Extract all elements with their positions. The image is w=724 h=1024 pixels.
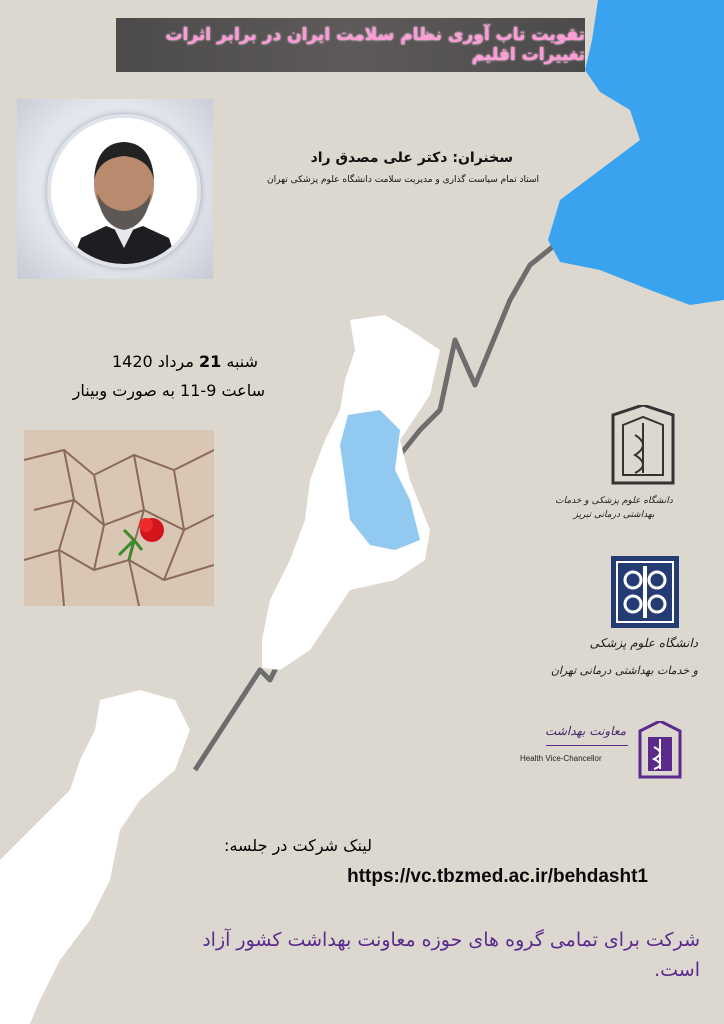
date-day-suffix: مرداد 1420 — [112, 352, 194, 371]
speaker-name: سخنران: دکتر علی مصدق راد — [310, 150, 513, 166]
tehran-logo-line2: و خدمات بهداشتی درمانی تهران — [550, 664, 698, 677]
event-date — [112, 352, 258, 371]
health-logo-divider — [546, 745, 628, 746]
participation-note: شرکت برای تمامی گروه های حوزه معاونت بهداشت کشور آزاد است. — [202, 929, 700, 981]
tabriz-logo-icon — [608, 405, 678, 485]
speaker-portrait-icon — [51, 118, 197, 264]
link-label: لینک شرکت در جلسه: — [224, 836, 372, 855]
speaker-position: استاد تمام سیاست گذاری و مدیریت سلامت دانشگاه علوم پزشکی تهران — [267, 175, 539, 185]
tehran-logo-icon — [611, 556, 679, 628]
event-time: ساعت 9-11 به صورت وبینار — [72, 381, 265, 400]
health-logo-icon — [637, 721, 683, 779]
tehran-logo-line1: دانشگاه علوم پزشکی — [589, 636, 698, 650]
lake-white-bottom — [0, 690, 190, 1024]
health-vice-chancellor-logo — [637, 721, 683, 783]
date-day-prefix: شنبه — [226, 352, 258, 371]
health-logo-fa: معاونت بهداشت — [545, 724, 626, 738]
event-title: تقویت تاب آوری نظام سلامت ایران در برابر اثرات تغییرات اقلیم — [165, 25, 585, 65]
date-day-number: 21 — [199, 352, 222, 371]
speaker-photo — [47, 114, 201, 268]
tehran-university-logo — [611, 556, 679, 632]
tabriz-university-logo — [608, 405, 678, 489]
tabriz-logo-caption: دانشگاه علوم پزشکی و خدمات بهداشتی درمانی تبریز — [555, 496, 673, 520]
title-banner — [116, 18, 585, 72]
health-logo-en: Health Vice-Chancellor — [520, 754, 602, 763]
cracked-earth-icon — [24, 430, 214, 606]
meeting-link[interactable]: https://vc.tbzmed.ac.ir/behdasht1 — [347, 866, 648, 887]
cracked-earth-flower-image — [24, 430, 214, 606]
speaker-photo-frame — [17, 99, 213, 279]
